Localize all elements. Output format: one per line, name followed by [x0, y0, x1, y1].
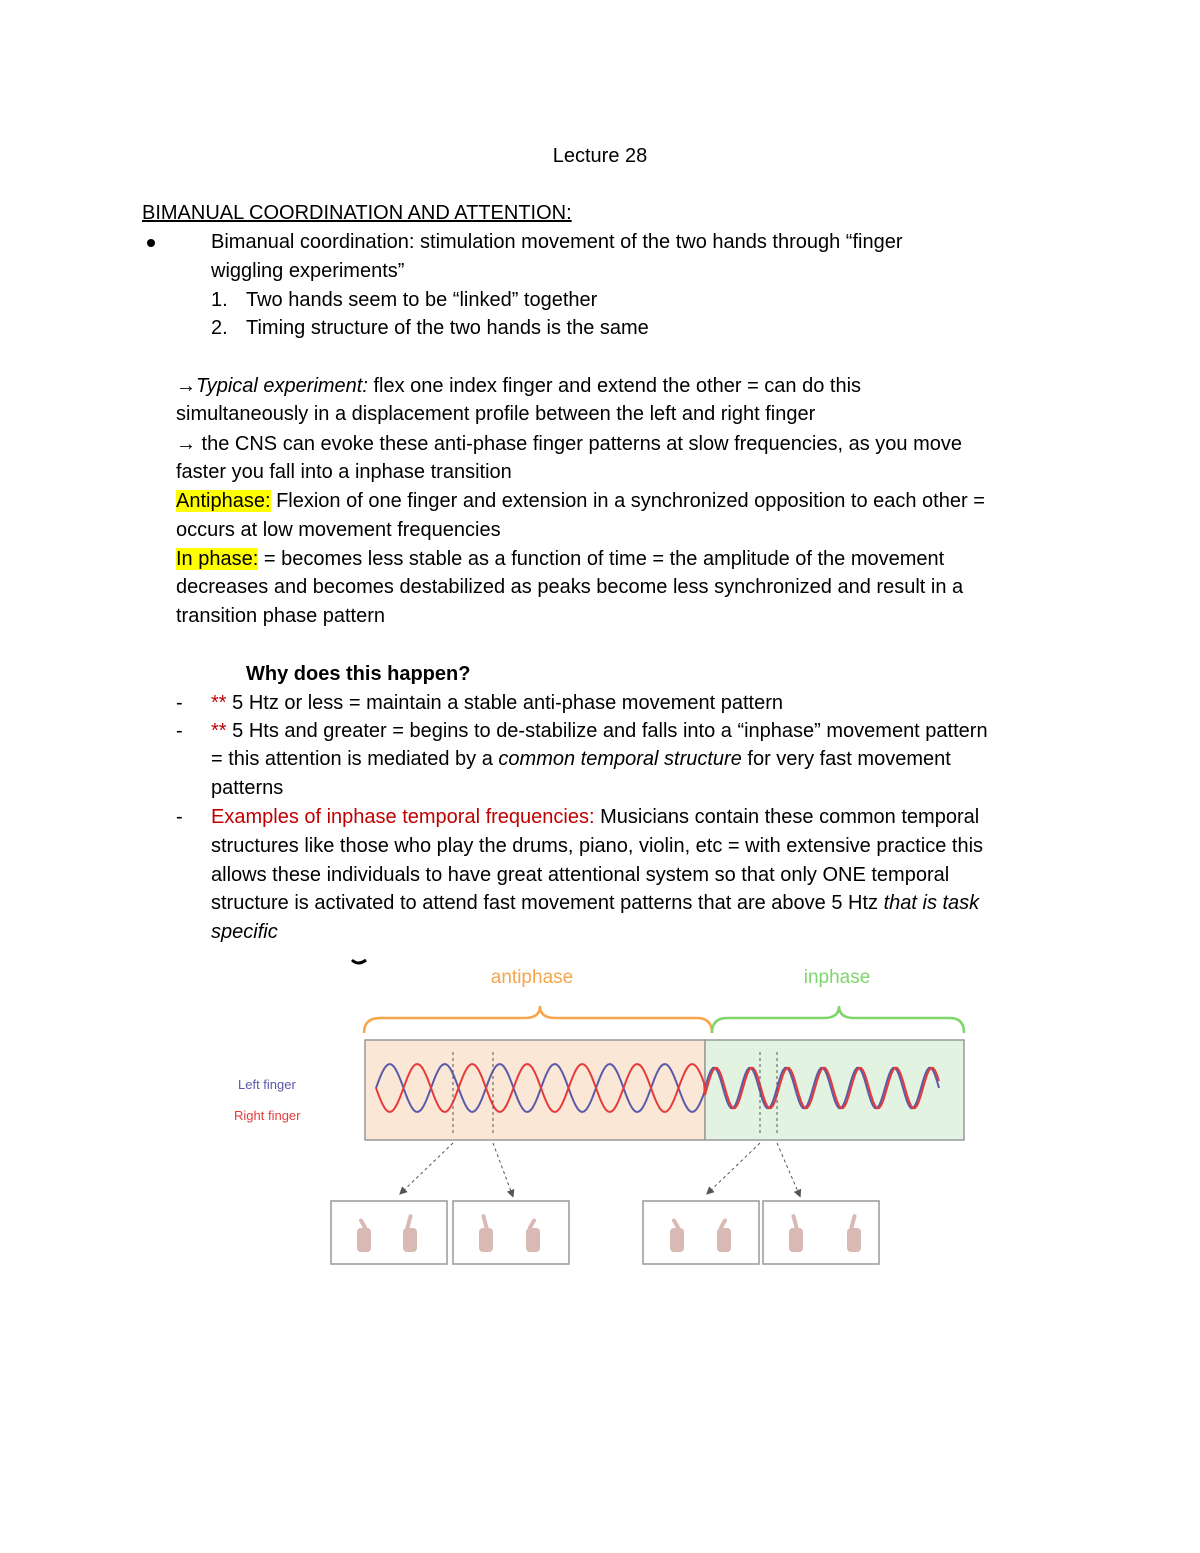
- arrow: [493, 1143, 512, 1194]
- dash-item-3-line-1: [211, 803, 979, 832]
- left-finger-legend: Left finger: [238, 1077, 296, 1092]
- cns-line-1: [176, 430, 962, 459]
- why-heading: Why does this happen?: [246, 663, 471, 685]
- list-item-1: Two hands seem to be “linked” together: [246, 289, 598, 311]
- dash-item-3-line-5: [211, 918, 278, 947]
- antiphase-region: [365, 1040, 705, 1140]
- antiphase-brace: [364, 1006, 712, 1033]
- task-specific-b: specific: [211, 921, 278, 943]
- dash-item-1: [211, 689, 783, 718]
- hand-icon: [670, 1228, 684, 1252]
- antiphase-figure-label: antiphase: [490, 967, 574, 988]
- dash-item-2-line-3: patterns: [211, 777, 284, 799]
- dash-item-2-text: 5 Hts and greater = begins to de-stabilize and falls into a “inphase” movement pattern: [226, 720, 988, 742]
- arrow: [709, 1143, 760, 1192]
- hand-icon: [357, 1228, 371, 1252]
- antiphase-line-2: occurs at low movement frequencies: [176, 519, 501, 541]
- dash-item-3-line-4: [211, 889, 979, 918]
- examples-label: Examples of inphase temporal frequencies:: [211, 806, 595, 828]
- inphase-text: = becomes less stable as a function of time = the amplitude of the movement: [258, 548, 945, 570]
- inphase-brace: [712, 1006, 964, 1033]
- hand-icon: [526, 1228, 540, 1252]
- hand-icon: [479, 1228, 493, 1252]
- antiphase-text: Flexion of one finger and extension in a synchronized opposition to each other =: [270, 490, 985, 512]
- bullet-marker: [147, 239, 155, 247]
- dash-item-3-text: Musicians contain these common temporal: [594, 806, 980, 828]
- dash-marker: -: [176, 806, 183, 828]
- stars-marker: **: [211, 692, 227, 714]
- page-title: Lecture 28: [552, 145, 648, 167]
- inphase-line-1: [176, 545, 944, 574]
- bullet-line-1: Bimanual coordination: stimulation movement of the two hands through “finger: [211, 231, 903, 253]
- inphase-line-2: decreases and becomes destabilized as peaks become less synchronized and result in a: [176, 576, 964, 598]
- arrow-glyph: →: [176, 433, 196, 455]
- arrow-glyph: →: [176, 375, 196, 397]
- dash-item-3-line-2: structures like those who play the drums, piano, violin, etc = with extensive practice this: [211, 835, 984, 857]
- dash-item-2-line-2: [211, 745, 951, 774]
- dash-item-2-text-c: for very fast movement: [741, 748, 951, 770]
- dash-marker: -: [176, 692, 183, 714]
- arrow: [402, 1143, 453, 1192]
- dash-item-3-text-a: structure is activated to attend fast movement patterns that are above 5 Htz: [211, 892, 884, 914]
- cns-text: the CNS can evoke these anti-phase finger patterns at slow frequencies, as you move: [196, 433, 962, 455]
- dash-item-1-text: 5 Htz or less = maintain a stable anti-phase movement pattern: [226, 692, 783, 714]
- stars-marker: **: [211, 720, 227, 742]
- antiphase-line-1: [176, 487, 985, 516]
- stray-mark: [352, 960, 366, 963]
- dash-item-2-text-a: = this attention is mediated by a: [211, 748, 499, 770]
- phase-figure: [0, 948, 1200, 1278]
- list-number-2: 2.: [211, 317, 228, 339]
- list-item-2: Timing structure of the two hands is the same: [246, 317, 649, 339]
- typical-experiment-line-1: [176, 372, 861, 401]
- hand-icon: [717, 1228, 731, 1252]
- inphase-line-3: transition phase pattern: [176, 605, 386, 627]
- cns-line-2: faster you fall into a inphase transition: [176, 461, 512, 483]
- arrow: [777, 1143, 799, 1194]
- bullet-line-2: wiggling experiments”: [211, 260, 405, 282]
- hand-icon: [789, 1228, 803, 1252]
- section-heading: BIMANUAL COORDINATION AND ATTENTION:: [142, 202, 572, 224]
- antiphase-label: Antiphase:: [176, 490, 271, 512]
- list-number-1: 1.: [211, 289, 228, 311]
- right-finger-legend: Right finger: [234, 1108, 301, 1123]
- inphase-label: In phase:: [176, 548, 259, 570]
- typical-experiment-label: Typical experiment:: [196, 375, 368, 397]
- hand-icon: [403, 1228, 417, 1252]
- inphase-figure-label: inphase: [803, 967, 871, 988]
- common-temporal-structure: common temporal structure: [498, 748, 742, 770]
- typical-experiment-line-2: simultaneously in a displacement profile between the left and right finger: [176, 403, 816, 425]
- dash-marker: -: [176, 720, 183, 742]
- dash-item-3-line-3: allows these individuals to have great attentional system so that only ONE temporal: [211, 864, 950, 886]
- task-specific-a: that is task: [883, 892, 980, 914]
- typical-experiment-text: flex one index finger and extend the other = can do this: [367, 375, 862, 397]
- dash-item-2-line-1: [211, 717, 988, 746]
- hand-icon: [847, 1228, 861, 1252]
